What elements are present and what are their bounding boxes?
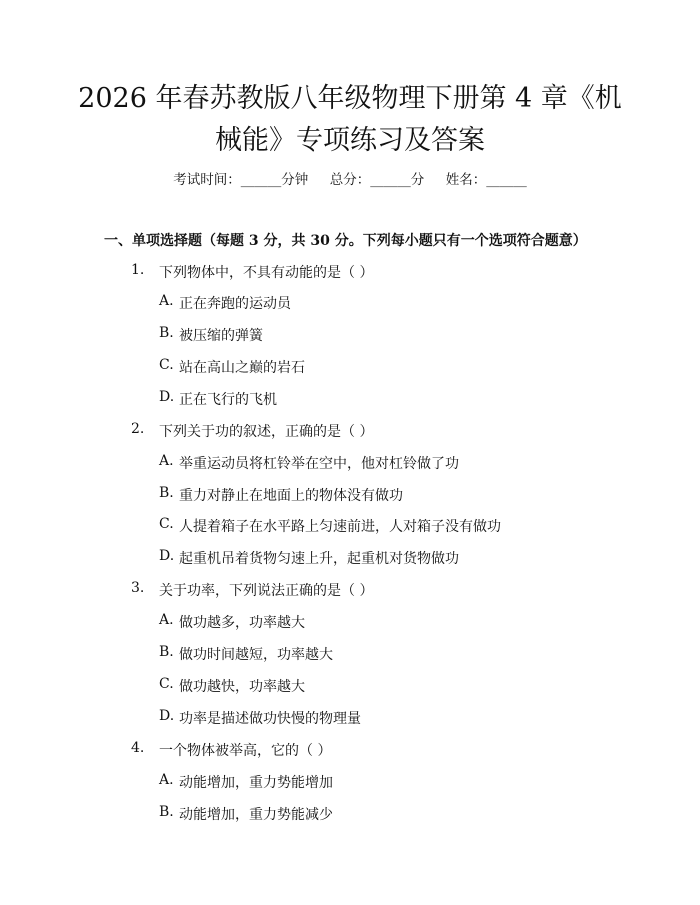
option-text: 起重机吊着货物匀速上升，起重机对货物做功 <box>179 551 459 567</box>
option-text: 动能增加，重力势能减少 <box>179 807 333 823</box>
question-text: 关于功率，下列说法正确的是（ ） <box>159 583 374 599</box>
question-number: 3. <box>131 580 145 596</box>
option-text: 被压缩的弹簧 <box>179 328 263 344</box>
title-line-2: 械能》专项练习及答案 <box>215 125 485 156</box>
option-text: 站在高山之巅的岩石 <box>179 360 305 376</box>
document-title <box>60 78 640 162</box>
option-label: B. <box>159 804 174 820</box>
option-label: D. <box>159 548 175 564</box>
option-text: 做功越快，功率越大 <box>179 679 305 695</box>
question-number: 1. <box>131 262 145 278</box>
option-label: A. <box>159 772 174 788</box>
option-label: B. <box>159 485 174 501</box>
option-label: A. <box>159 612 174 628</box>
option-text: 举重运动员将杠铃举在空中，他对杠铃做了功 <box>179 456 459 472</box>
option-label: A. <box>159 453 174 469</box>
option-text: 正在奔跑的运动员 <box>179 296 291 312</box>
title-line-1: 2026 年春苏教版八年级物理下册第 4 章《机 <box>78 83 622 114</box>
option-label: B. <box>159 644 174 660</box>
section-heading: 一、单项选择题（每题 3 分，共 30 分。下列每小题只有一个选项符合题意） <box>104 233 587 249</box>
option-label: C. <box>159 516 174 532</box>
option-text: 重力对静止在地面上的物体没有做功 <box>179 488 403 504</box>
question-text: 下列物体中，不具有动能的是（ ） <box>159 265 374 281</box>
question-text: 一个物体被举高，它的（ ） <box>159 743 332 759</box>
question-number: 4. <box>131 740 145 756</box>
option-label: C. <box>159 676 174 692</box>
exam-info-line: 考试时间：______分钟 总分：______分 姓名：______ <box>173 172 527 188</box>
option-label: D. <box>159 389 175 405</box>
option-label: C. <box>159 357 174 373</box>
option-text: 做功时间越短，功率越大 <box>179 647 333 663</box>
option-text: 做功越多，功率越大 <box>179 615 305 631</box>
question-number: 2. <box>131 421 145 437</box>
option-label: D. <box>159 708 175 724</box>
option-text: 动能增加，重力势能增加 <box>179 775 333 791</box>
question-text: 下列关于功的叙述，正确的是（ ） <box>159 424 374 440</box>
option-label: B. <box>159 325 174 341</box>
option-text: 人提着箱子在水平路上匀速前进，人对箱子没有做功 <box>179 519 501 535</box>
option-label: A. <box>159 293 174 309</box>
option-text: 正在飞行的飞机 <box>179 392 277 408</box>
option-text: 功率是描述做功快慢的物理量 <box>179 711 361 727</box>
